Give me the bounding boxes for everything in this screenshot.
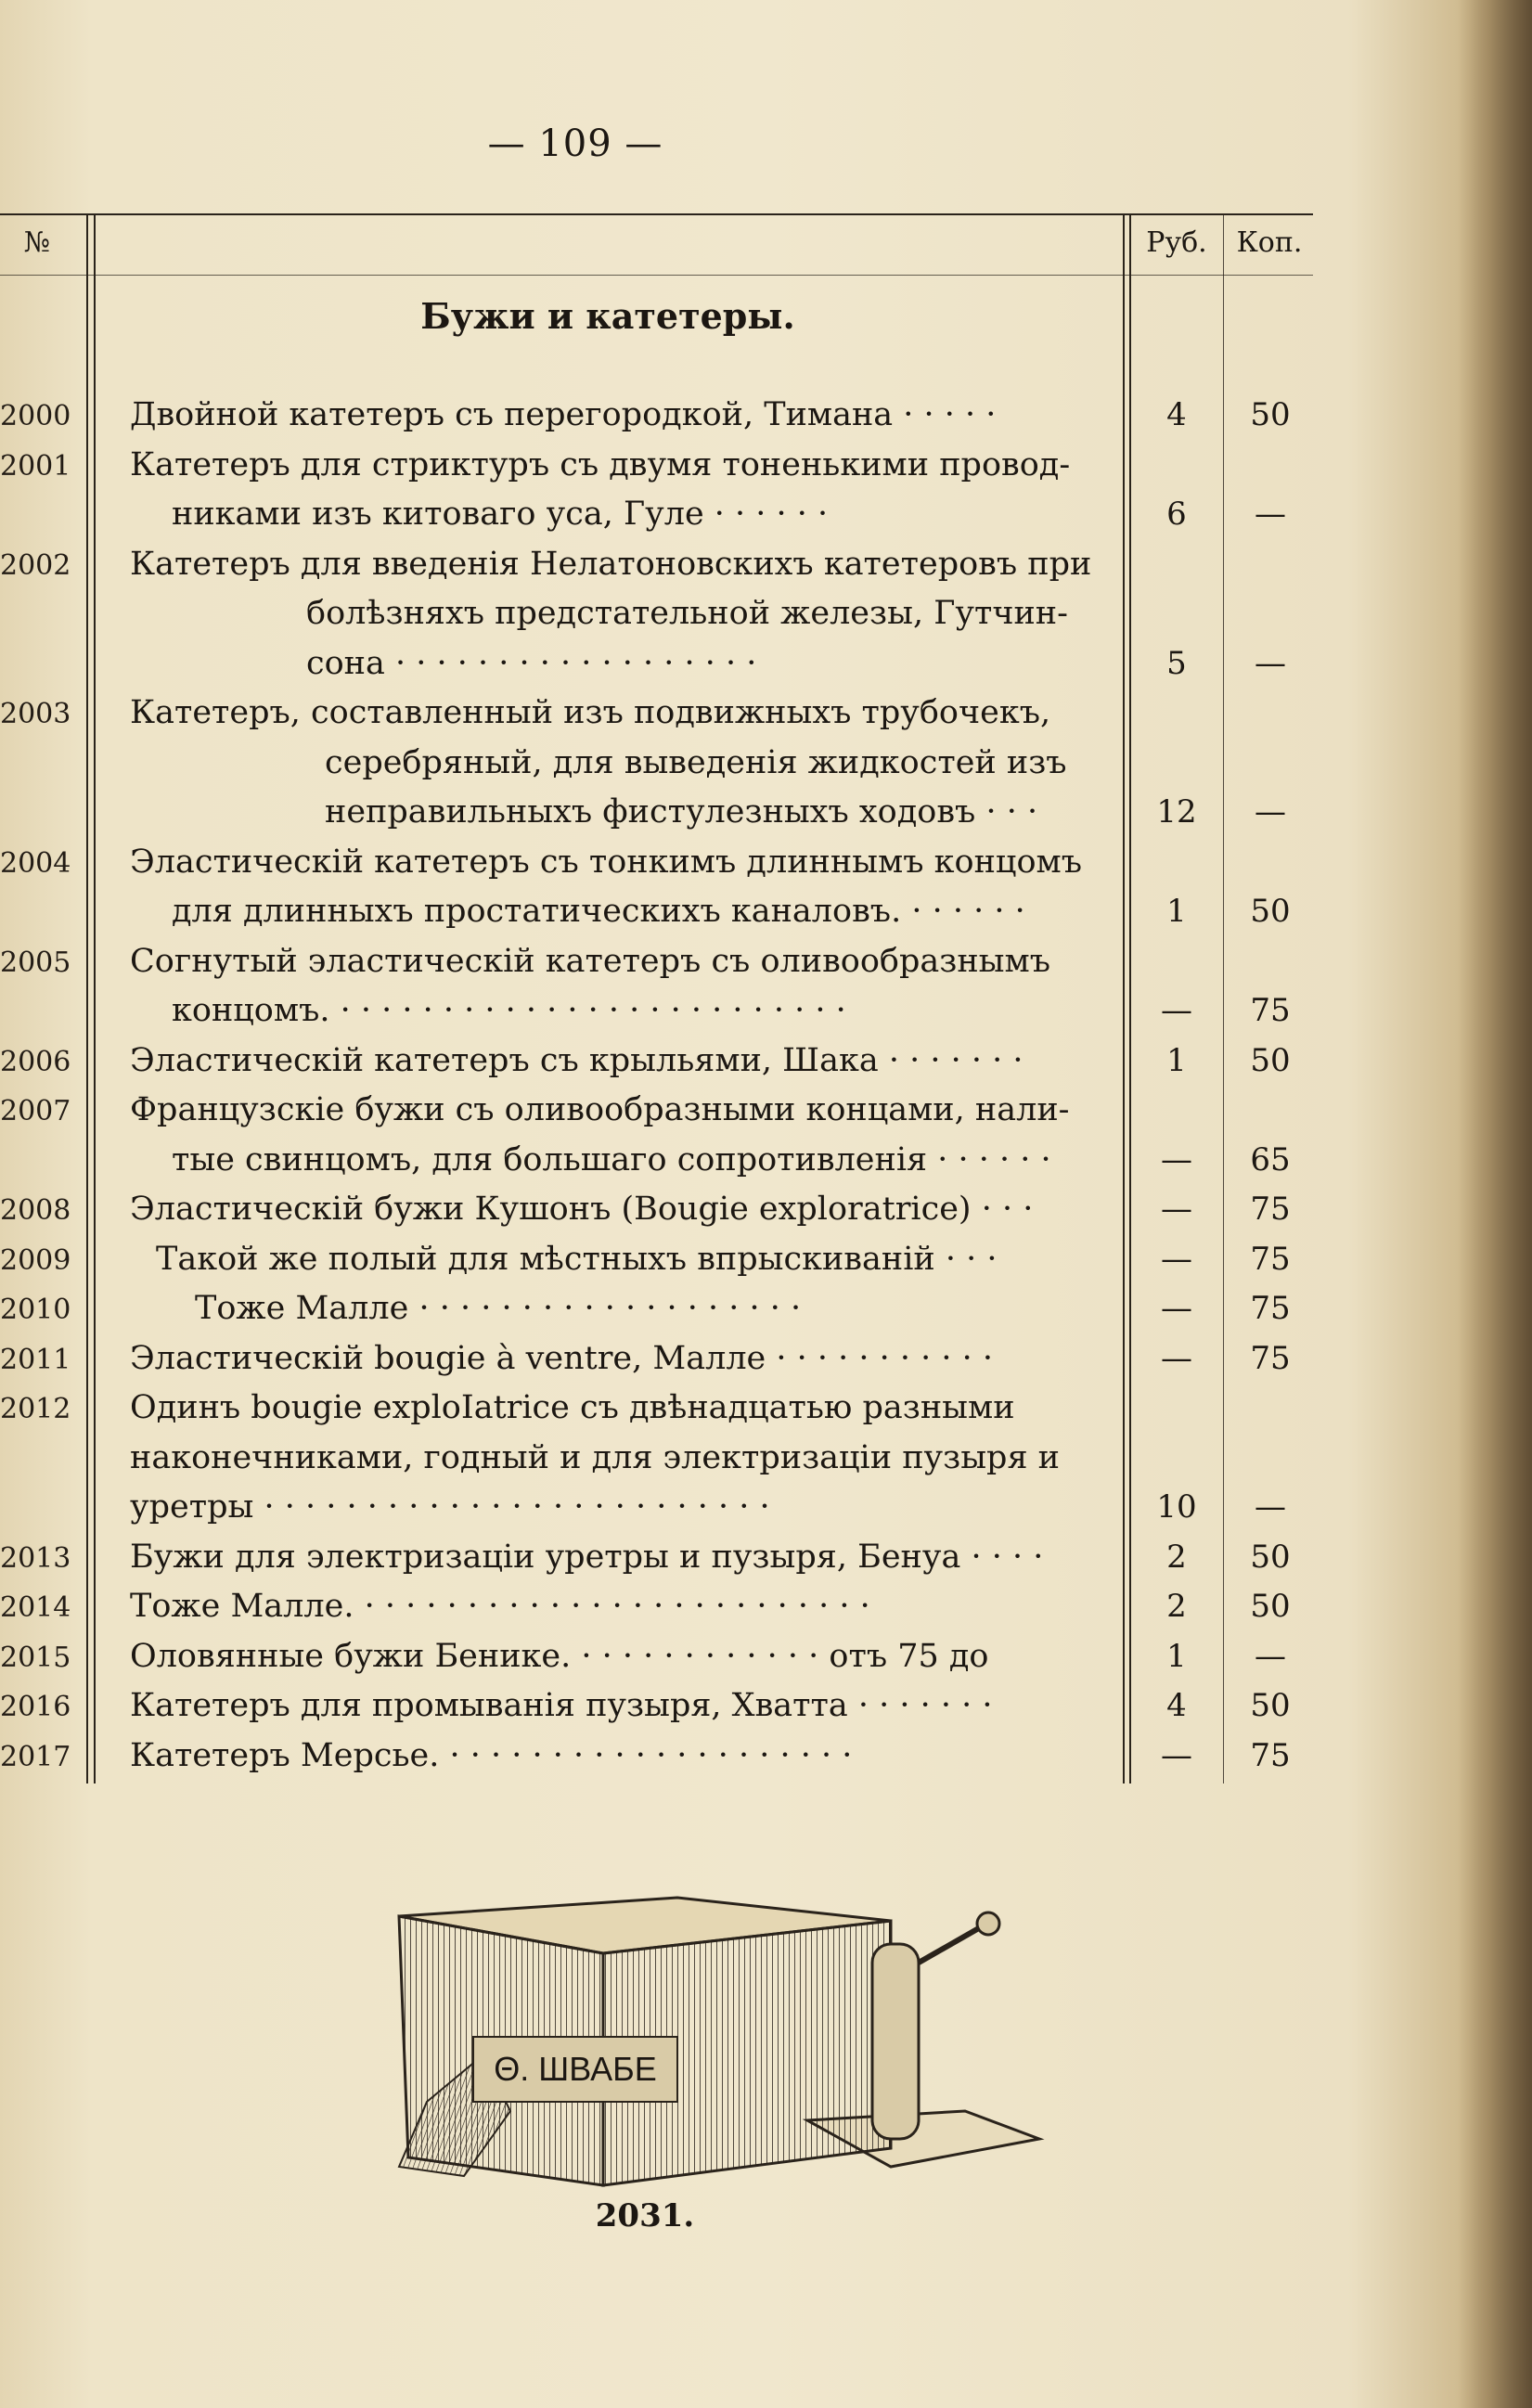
item-number: 2001	[0, 449, 71, 483]
price-kopecks: 50	[1250, 1687, 1291, 1724]
table-row	[0, 544, 1318, 693]
table-header-rule	[0, 275, 1313, 276]
item-description-line: Эластическій бужи Кушонъ (Bougie exploratrice) · · ·	[130, 1191, 1034, 1228]
price-rubles: 1	[1166, 1637, 1187, 1675]
price-rubles: 1	[1166, 893, 1187, 930]
item-description-line: наконечниками, годный и для электризаціи пузыря и	[130, 1438, 1060, 1476]
price-kopecks: 50	[1250, 1588, 1291, 1625]
item-number: 2005	[0, 946, 71, 979]
price-kopecks: 75	[1250, 992, 1291, 1029]
price-kopecks: —	[1255, 1488, 1286, 1526]
item-number: 2014	[0, 1591, 71, 1624]
price-kopecks: 50	[1250, 893, 1291, 930]
item-description-line: Тоже Малле · · · · · · · · · · · · · · · · · · ·	[195, 1290, 802, 1327]
table-row	[0, 1239, 1318, 1289]
price-kopecks: 50	[1250, 396, 1291, 433]
bougie-box-illustration	[371, 1888, 1076, 2195]
page-number: — 109 —	[487, 122, 663, 165]
item-description-line: Французскіе бужи съ оливообразными концами, нали-	[130, 1091, 1070, 1128]
table-row	[0, 1636, 1318, 1686]
item-description-line: сона · · · · · · · · · · · · · · · · · ·	[306, 644, 757, 682]
price-rubles: 2	[1166, 1538, 1187, 1576]
item-description-line: уретры · · · · · · · · · · · · · · · · · · · · · · · · ·	[130, 1488, 770, 1526]
item-description-line: Оловянные бужи Бенике. · · · · · · · · · · · · отъ 75 до	[130, 1637, 989, 1675]
table-row	[0, 1040, 1318, 1090]
table-row	[0, 1537, 1318, 1587]
item-description-line: Двойной катетеръ съ перегородкой, Тимана · · · · ·	[130, 396, 997, 433]
item-number: 2010	[0, 1294, 71, 1326]
item-number: 2003	[0, 698, 71, 730]
header-kop: Коп.	[1236, 226, 1303, 259]
price-rubles: 10	[1156, 1488, 1197, 1526]
price-rubles: 2	[1166, 1588, 1187, 1625]
table-row	[0, 1338, 1318, 1388]
item-description-line: Такой же полый для мѣстныхъ впрыскиваній · · ·	[156, 1240, 998, 1278]
item-description-line: для длинныхъ простатическихъ каналовъ. · · · · · ·	[172, 893, 1025, 930]
item-description-line: Катетеръ для стриктуръ съ двумя тоненькими провод-	[130, 445, 1071, 483]
box-label: Θ. ШВАБЕ	[494, 2050, 657, 2088]
item-number: 2009	[0, 1243, 71, 1277]
price-kopecks: 75	[1250, 1339, 1291, 1377]
table-row	[0, 1089, 1318, 1189]
price-kopecks: 65	[1250, 1140, 1291, 1178]
item-description-line: серебряный, для выведенія жидкостей изъ	[325, 743, 1067, 781]
price-kopecks: 75	[1250, 1240, 1291, 1278]
item-description-line: Бужи для электризаціи уретры и пузыря, Бенуа · · · ·	[130, 1538, 1044, 1576]
item-description-line: неправильныхъ фистулезныхъ ходовъ · · ·	[325, 793, 1038, 831]
price-kopecks: 75	[1250, 1191, 1291, 1228]
book-spine-shadow	[1458, 0, 1532, 2408]
item-description-line: Тоже Малле. · · · · · · · · · · · · · · · · · · · · · · · · ·	[130, 1588, 870, 1625]
item-description-line: Катетеръ, составленный изъ подвижныхъ трубочекъ,	[130, 694, 1051, 731]
price-rubles: —	[1161, 1339, 1192, 1377]
price-rubles: —	[1161, 1191, 1192, 1228]
item-number: 2016	[0, 1691, 71, 1723]
table-row	[0, 1586, 1318, 1636]
item-number: 2013	[0, 1541, 71, 1575]
price-rubles: 4	[1166, 1687, 1187, 1724]
table-row	[0, 1189, 1318, 1239]
item-description-line: Катетеръ для введенія Нелатоновскихъ катетеровъ при	[130, 545, 1092, 583]
table-row	[0, 1387, 1318, 1537]
price-kopecks: 75	[1250, 1290, 1291, 1327]
item-number: 2006	[0, 1045, 71, 1078]
price-rubles: 1	[1166, 1041, 1187, 1079]
price-rubles: 6	[1166, 496, 1187, 533]
price-kopecks: —	[1255, 496, 1286, 533]
price-rubles: 12	[1156, 793, 1197, 831]
table-row	[0, 1735, 1318, 1785]
section-title: Бужи и катетеры.	[420, 295, 795, 337]
price-rubles: 4	[1166, 396, 1187, 433]
item-number: 2004	[0, 846, 71, 880]
table-row	[0, 842, 1318, 941]
item-description-line: тые свинцомъ, для большаго сопротивленія · · · · · ·	[172, 1140, 1051, 1178]
price-kopecks: —	[1255, 793, 1286, 831]
item-description-line: Катетеръ для промыванія пузыря, Хватта · · · · · · ·	[130, 1687, 993, 1724]
item-description-line: Эластическій катетеръ съ тонкимъ длиннымъ концомъ	[130, 843, 1083, 881]
header-rub: Руб.	[1146, 226, 1207, 259]
header-number: №	[23, 226, 51, 259]
price-kopecks: —	[1255, 644, 1286, 682]
figure-caption: 2031.	[595, 2197, 695, 2234]
table-row	[0, 1288, 1318, 1338]
price-kopecks: —	[1255, 1637, 1286, 1675]
item-number: 2012	[0, 1393, 71, 1425]
item-description-line: Одинъ bougie exploIatrice съ двѣнадцатью разными	[130, 1389, 1015, 1426]
price-kopecks: 75	[1250, 1736, 1291, 1774]
item-description-line: болѣзняхъ предстательной железы, Гутчин-	[306, 595, 1068, 632]
item-description-line: Катетеръ Мерсье. · · · · · · · · · · · · · · · · · · · ·	[130, 1736, 853, 1774]
table-top-rule	[0, 213, 1313, 215]
price-rubles: —	[1161, 1736, 1192, 1774]
item-description-line: Согнутый эластическій катетеръ съ оливообразнымъ	[130, 942, 1051, 980]
table-row	[0, 941, 1318, 1040]
price-rubles: —	[1161, 1240, 1192, 1278]
table-row	[0, 394, 1318, 444]
table-row	[0, 692, 1318, 842]
item-description-line: никами изъ китоваго уса, Гуле · · · · · ·	[172, 496, 829, 533]
item-number: 2002	[0, 548, 71, 582]
item-description-line: Эластическій bougie à ventre, Малле · · · · · · · · · · ·	[130, 1339, 994, 1377]
item-number: 2008	[0, 1194, 71, 1227]
price-rubles: 5	[1166, 644, 1187, 682]
item-number: 2007	[0, 1095, 71, 1127]
price-rubles: —	[1161, 992, 1192, 1029]
price-kopecks: 50	[1250, 1538, 1291, 1576]
item-number: 2000	[0, 400, 71, 432]
price-rubles: —	[1161, 1140, 1192, 1178]
item-number: 2011	[0, 1343, 71, 1376]
item-number: 2017	[0, 1740, 71, 1773]
price-rubles: —	[1161, 1290, 1192, 1327]
table-row	[0, 444, 1318, 544]
item-number: 2015	[0, 1641, 71, 1674]
item-description-line: концомъ. · · · · · · · · · · · · · · · · · · · · · · · · ·	[172, 992, 846, 1029]
item-description-line: Эластическій катетеръ съ крыльями, Шака · · · · · · ·	[130, 1041, 1023, 1079]
price-kopecks: 50	[1250, 1041, 1291, 1079]
table-row	[0, 1685, 1318, 1735]
